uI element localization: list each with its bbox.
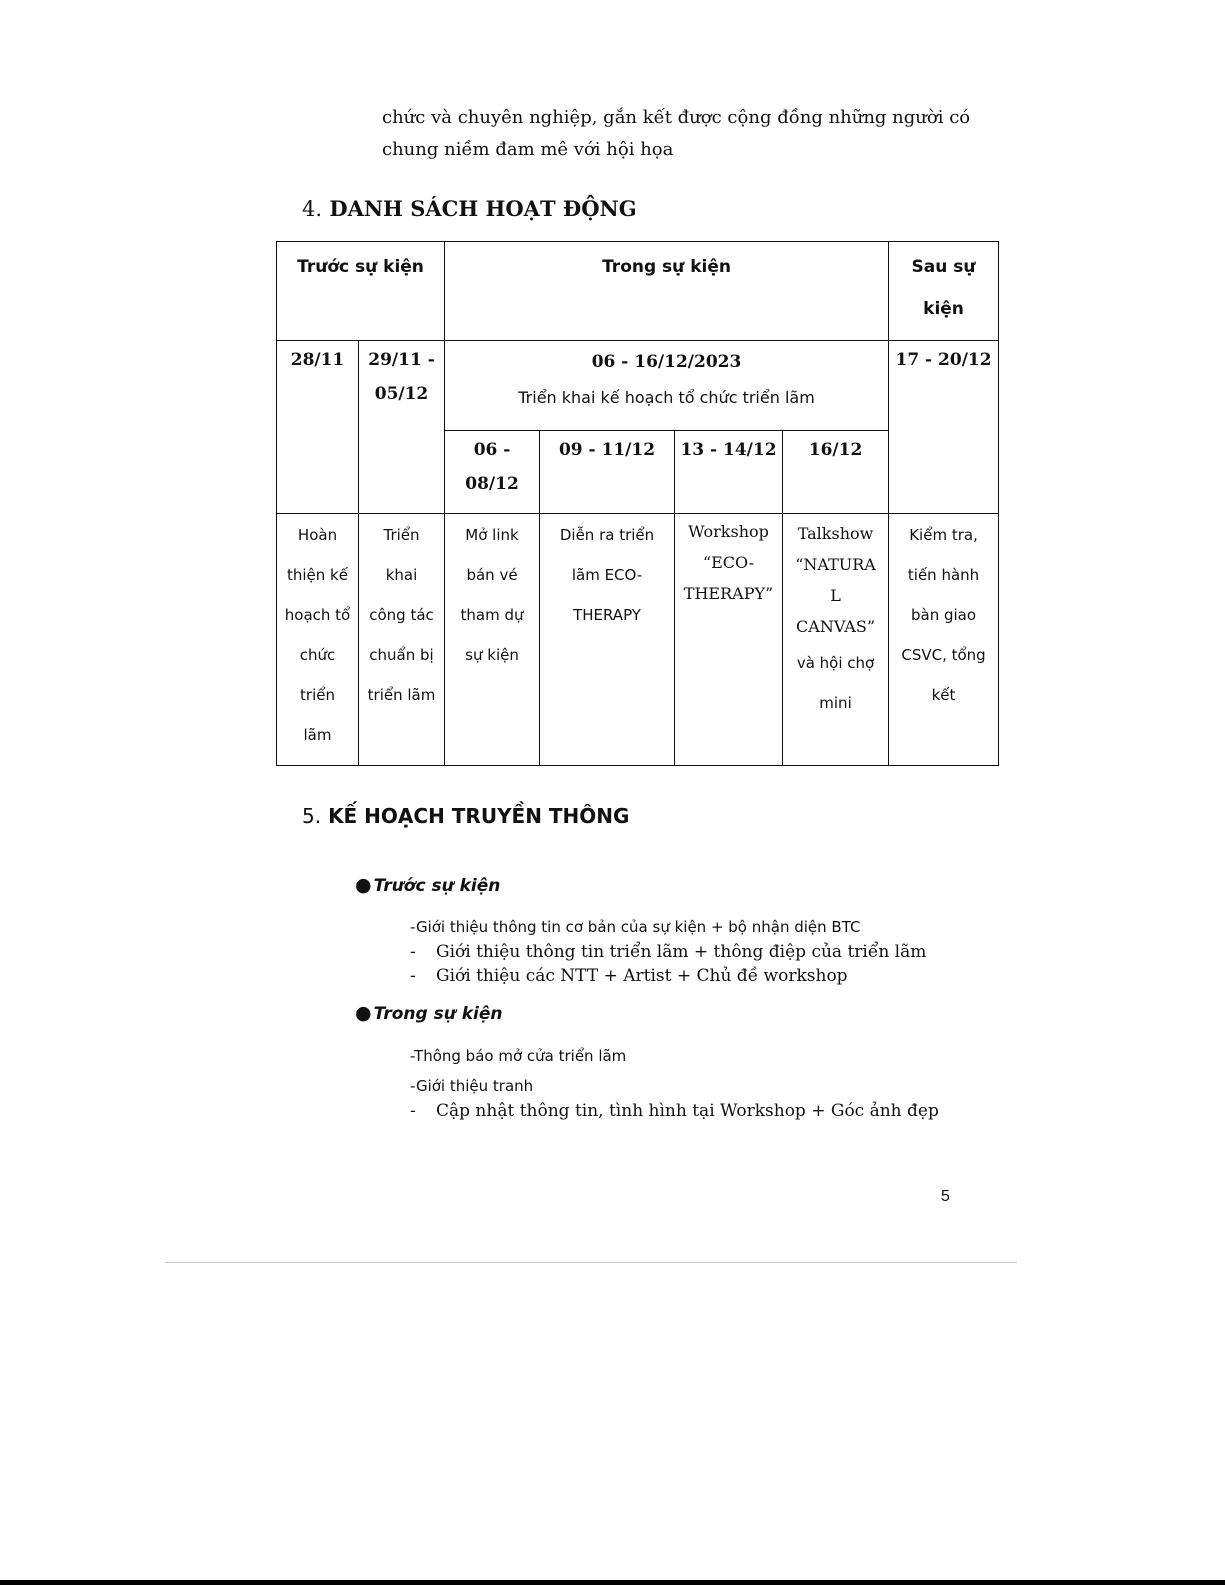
table-activities-row	[277, 514, 999, 766]
before-event-title: Trước sự kiện	[373, 876, 501, 896]
header-before-event: Trước sự kiện	[277, 242, 445, 341]
activity-talkshow: Talkshow “NATURA L CANVAS”	[795, 524, 876, 636]
before-item-1: -Giới thiệu thông tin cơ bản của sự kiện + bộ nhận diện BTC	[410, 918, 861, 936]
during-item-3-text: Cập nhật thông tin, tình hình tại Workshop + Góc ảnh đẹp	[436, 1101, 939, 1121]
activity-talkshow-cell	[783, 514, 889, 766]
intro-line-1: chức và chuyên nghiệp, gắn kết được cộng đồng những người có	[382, 107, 971, 128]
during-event-title: Trong sự kiện	[373, 1004, 503, 1024]
dash-marker: -	[410, 942, 416, 962]
before-item-3	[410, 966, 848, 986]
date-29-11-05-12: 29/11 - 05/12	[359, 341, 445, 514]
before-event-subheading	[355, 874, 500, 896]
during-item-1: -Thông báo mở cửa triển lãm	[410, 1047, 627, 1065]
page-divider	[165, 1262, 1017, 1263]
intro-paragraph	[382, 102, 982, 166]
bottom-edge-bar	[0, 1580, 1225, 1585]
during-range-description: Triển khai kế hoạch tổ chức triển lãm	[518, 388, 815, 407]
intro-line-2: chung niềm đam mê với hội họa	[382, 139, 674, 160]
activity-ticket-link: Mở link bán vé tham dự sự kiện	[445, 514, 540, 766]
date-09-11-12: 09 - 11/12	[540, 431, 675, 514]
table-header-row	[277, 242, 999, 341]
section-5-number: 5.	[302, 804, 322, 828]
during-item-2: -Giới thiệu tranh	[410, 1077, 534, 1095]
section-5-heading	[302, 804, 629, 828]
activity-prepare: Triển khai công tác chuẩn bị triển lãm	[359, 514, 445, 766]
activity-workshop: Workshop “ECO- THERAPY”	[675, 514, 783, 766]
dash-marker: -	[410, 1101, 416, 1121]
date-13-14-12: 13 - 14/12	[675, 431, 783, 514]
date-17-20-12: 17 - 20/12	[889, 341, 999, 514]
header-during-event: Trong sự kiện	[445, 242, 889, 341]
activity-wrapup: Kiểm tra, tiến hành bàn giao CSVC, tổng kết	[889, 514, 999, 766]
bullet-icon: ●	[355, 874, 372, 896]
activity-exhibition: Diễn ra triển lãm ECO- THERAPY	[540, 514, 675, 766]
table-dates-row	[277, 341, 999, 431]
activity-mini-fair: và hội chợ mini	[796, 654, 875, 712]
date-16-12: 16/12	[783, 431, 889, 514]
before-item-2	[410, 942, 926, 962]
during-item-3	[410, 1101, 939, 1121]
section-4-number: 4.	[302, 197, 323, 221]
during-event-subheading	[355, 1002, 502, 1024]
page-number: 5	[941, 1188, 950, 1205]
date-06-08-12: 06 - 08/12	[445, 431, 540, 514]
date-during-range: 06 - 16/12/2023	[591, 352, 742, 372]
section-5-title: KẾ HOẠCH TRUYỀN THÔNG	[328, 804, 630, 828]
section-4-title: DANH SÁCH HOẠT ĐỘNG	[329, 196, 637, 221]
bullet-icon: ●	[355, 1002, 372, 1024]
before-item-3-text: Giới thiệu các NTT + Artist + Chủ đề workshop	[436, 966, 848, 986]
before-item-2-text: Giới thiệu thông tin triển lãm + thông điệp của triển lãm	[436, 942, 927, 962]
header-after-event: Sau sự kiện	[889, 242, 999, 341]
date-28-11: 28/11	[277, 341, 359, 514]
date-during-range-cell	[445, 341, 889, 431]
activity-table	[276, 241, 999, 766]
section-4-heading	[302, 196, 637, 221]
dash-marker: -	[410, 966, 416, 986]
activity-plan: Hoàn thiện kế hoạch tổ chức triển lãm	[277, 514, 359, 766]
